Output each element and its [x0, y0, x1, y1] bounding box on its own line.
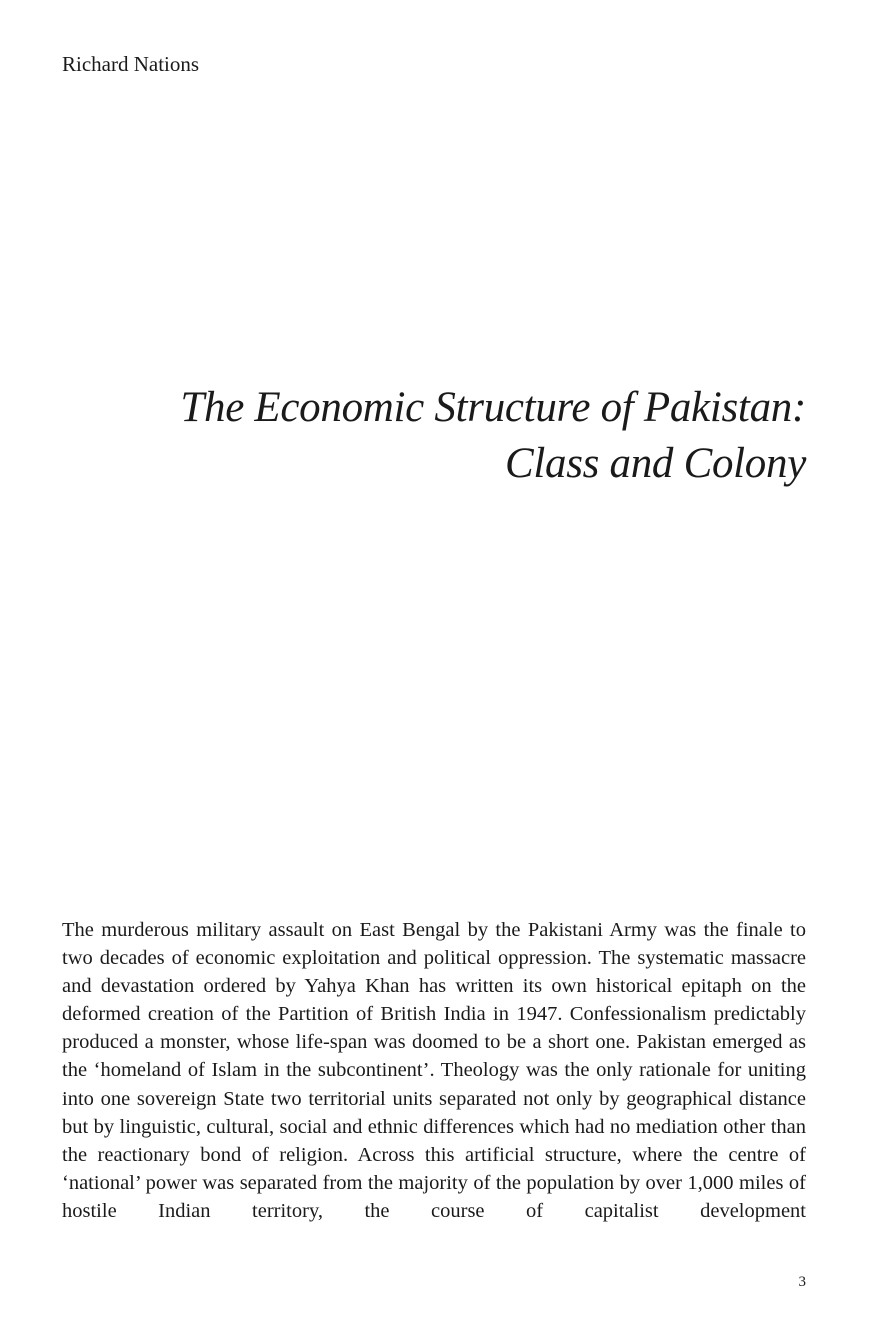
author-name: Richard Nations	[62, 52, 200, 76]
title-line-1: The Economic Structure of Pakistan:	[180, 384, 806, 431]
page-number: 3	[798, 1274, 806, 1290]
title-line-2: Class and Colony	[504, 440, 806, 487]
article-title	[86, 380, 806, 492]
body-paragraph: The murderous military assault on East Bengal by the Pakistani Army was the finale to two decades of economic exploitation and political oppression. The systematic massacre and devastation ordered by Yahya Khan has written its own historical epitaph on the deformed creation of the Partition of British India in 1947. Confessionalism predictably produced a monster, whose life-span was doomed to be a short one. Pakistan emerged as the ‘homeland of Islam in the subcontinent’. Theology was the only rationale for uniting into one sovereign State two territorial units separated not only by geographical distance but by linguistic, cultural, social and ethnic differences which had no mediation other than the reactionary bond of religion. Across this artificial structure, where the centre of ‘national’ power was separated from the majority of the population by over 1,000 miles of hostile Indian territory, the course of capitalist development	[62, 919, 806, 1222]
